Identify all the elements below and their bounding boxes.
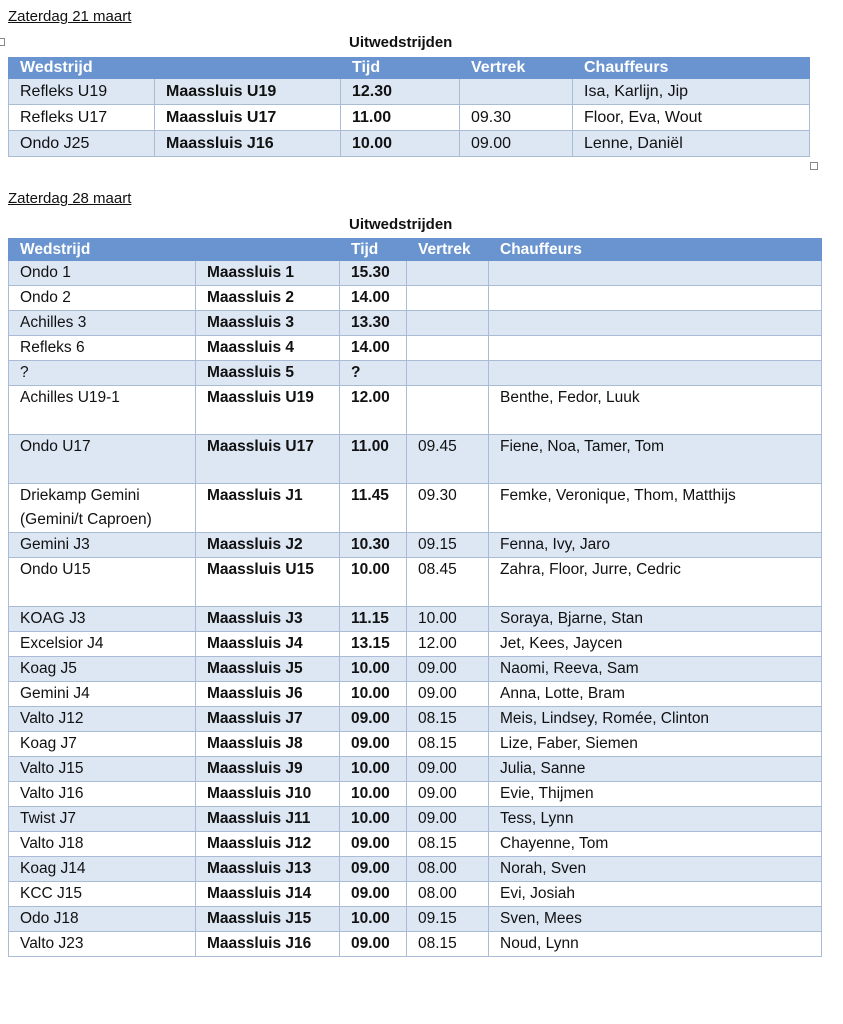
cell-drivers: Fenna, Ivy, Jaro [489, 533, 822, 558]
section2-title: Uitwedstrijden [349, 216, 453, 233]
cell-drivers [489, 336, 822, 361]
cell-drivers: Soraya, Bjarne, Stan [489, 607, 822, 632]
table-row [9, 657, 822, 682]
cell-time: ? [340, 361, 407, 386]
cell-departure: 09.00 [407, 682, 489, 707]
cell-team: Maassluis U15 [196, 558, 340, 607]
cell-drivers: Lenne, Daniël [573, 131, 810, 157]
cell-opponent: Ondo J25 [9, 131, 155, 157]
cell-departure [407, 261, 489, 286]
cell-time: 13.30 [340, 311, 407, 336]
cell-opponent: Ondo U15 [9, 558, 196, 607]
cell-departure: 10.00 [407, 607, 489, 632]
cell-time: 10.30 [340, 533, 407, 558]
table-row [9, 732, 822, 757]
cell-departure: 08.15 [407, 832, 489, 857]
cell-time: 11.00 [341, 105, 460, 131]
cell-drivers: Lize, Faber, Siemen [489, 732, 822, 757]
cell-departure [407, 336, 489, 361]
table-row [9, 361, 822, 386]
cell-time: 09.00 [340, 707, 407, 732]
cell-team: Maassluis J6 [196, 682, 340, 707]
cell-team: Maassluis J16 [155, 131, 341, 157]
cell-opponent: KOAG J3 [9, 607, 196, 632]
cell-time: 09.00 [340, 732, 407, 757]
cell-time: 09.00 [340, 932, 407, 957]
table-row [9, 932, 822, 957]
cell-departure: 08.00 [407, 857, 489, 882]
cell-team: Maassluis U19 [155, 79, 341, 105]
table-row [9, 632, 822, 657]
cell-time: 10.00 [340, 757, 407, 782]
cell-time: 09.00 [340, 857, 407, 882]
table-row [9, 682, 822, 707]
cell-drivers: Jet, Kees, Jaycen [489, 632, 822, 657]
cell-opponent: Koag J14 [9, 857, 196, 882]
cell-drivers: Anna, Lotte, Bram [489, 682, 822, 707]
cell-time: 09.00 [340, 832, 407, 857]
cell-drivers: Tess, Lynn [489, 807, 822, 832]
cell-team: Maassluis J1 [196, 484, 340, 533]
cell-drivers: Naomi, Reeva, Sam [489, 657, 822, 682]
cell-drivers [489, 361, 822, 386]
header-vertrek: Vertrek [407, 239, 489, 261]
table-row [9, 533, 822, 558]
cell-departure: 08.15 [407, 707, 489, 732]
table-row [9, 707, 822, 732]
cell-departure: 09.00 [460, 131, 573, 157]
cell-drivers: Floor, Eva, Wout [573, 105, 810, 131]
cell-opponent: Ondo U17 [9, 435, 196, 484]
table-row [9, 311, 822, 336]
cell-opponent: Achilles U19-1 [9, 386, 196, 435]
cell-team: Maassluis 3 [196, 311, 340, 336]
cell-time: 10.00 [340, 682, 407, 707]
table-row [9, 484, 822, 533]
table-row [9, 558, 822, 607]
cell-departure [460, 79, 573, 105]
table-header-row [9, 239, 822, 261]
cell-team: Maassluis J4 [196, 632, 340, 657]
table-row [9, 857, 822, 882]
cell-departure: 08.15 [407, 732, 489, 757]
table-row [9, 435, 822, 484]
table-row [9, 286, 822, 311]
cell-team: Maassluis 5 [196, 361, 340, 386]
cell-team: Maassluis J12 [196, 832, 340, 857]
cell-opponent: Valto J16 [9, 782, 196, 807]
cell-opponent: ? [9, 361, 196, 386]
cell-team: Maassluis J14 [196, 882, 340, 907]
cell-departure: 09.30 [460, 105, 573, 131]
cell-departure [407, 311, 489, 336]
cell-team: Maassluis J2 [196, 533, 340, 558]
header-chauffeurs: Chauffeurs [573, 58, 810, 79]
header-wedstrijd: Wedstrijd [9, 58, 155, 79]
cell-time: 10.00 [340, 807, 407, 832]
section1-table [8, 57, 810, 157]
cell-time: 12.30 [341, 79, 460, 105]
cell-departure: 08.45 [407, 558, 489, 607]
section1-date: Zaterdag 21 maart [8, 8, 132, 25]
cell-team: Maassluis J13 [196, 857, 340, 882]
cell-team: Maassluis J3 [196, 607, 340, 632]
cell-drivers: Sven, Mees [489, 907, 822, 932]
cell-drivers [489, 261, 822, 286]
cell-time: 11.00 [340, 435, 407, 484]
table-resize-handle[interactable] [810, 162, 818, 170]
cell-drivers: Zahra, Floor, Jurre, Cedric [489, 558, 822, 607]
cell-team: Maassluis J8 [196, 732, 340, 757]
cell-team: Maassluis 2 [196, 286, 340, 311]
cell-team: Maassluis J7 [196, 707, 340, 732]
cell-opponent: Gemini J3 [9, 533, 196, 558]
cell-departure: 09.00 [407, 807, 489, 832]
cell-team: Maassluis J11 [196, 807, 340, 832]
header-wedstrijd: Wedstrijd [9, 239, 196, 261]
cell-time: 10.00 [340, 782, 407, 807]
cell-drivers: Femke, Veronique, Thom, Matthijs [489, 484, 822, 533]
table-row [9, 336, 822, 361]
cell-departure [407, 286, 489, 311]
cell-opponent: Koag J7 [9, 732, 196, 757]
cell-departure: 09.15 [407, 533, 489, 558]
table-row [9, 105, 810, 131]
cell-time: 09.00 [340, 882, 407, 907]
cell-team: Maassluis U17 [196, 435, 340, 484]
header-team [196, 239, 340, 261]
cell-team: Maassluis U19 [196, 386, 340, 435]
cell-departure: 09.15 [407, 907, 489, 932]
section2-date: Zaterdag 28 maart [8, 190, 132, 207]
cell-departure [407, 386, 489, 435]
cell-team: Maassluis 4 [196, 336, 340, 361]
header-team [155, 58, 341, 79]
table-header-row [9, 58, 810, 79]
cell-opponent: Ondo 2 [9, 286, 196, 311]
cell-opponent: KCC J15 [9, 882, 196, 907]
table-row [9, 882, 822, 907]
table-row [9, 807, 822, 832]
cell-departure: 09.00 [407, 782, 489, 807]
cell-departure: 09.00 [407, 657, 489, 682]
cell-time: 10.00 [340, 558, 407, 607]
cell-team: Maassluis J5 [196, 657, 340, 682]
cell-time: 10.00 [341, 131, 460, 157]
cell-team: Maassluis J16 [196, 932, 340, 957]
cell-time: 11.15 [340, 607, 407, 632]
cell-drivers: Evie, Thijmen [489, 782, 822, 807]
table-row [9, 386, 822, 435]
cell-team: Maassluis J10 [196, 782, 340, 807]
table-row [9, 757, 822, 782]
cell-drivers: Julia, Sanne [489, 757, 822, 782]
cell-time: 13.15 [340, 632, 407, 657]
cell-opponent: Refleks 6 [9, 336, 196, 361]
table-move-handle[interactable] [0, 38, 5, 46]
cell-time: 10.00 [340, 657, 407, 682]
table-row [9, 261, 822, 286]
header-chauffeurs: Chauffeurs [489, 239, 822, 261]
cell-time: 10.00 [340, 907, 407, 932]
section2-table [8, 238, 822, 957]
cell-drivers: Chayenne, Tom [489, 832, 822, 857]
cell-departure: 12.00 [407, 632, 489, 657]
cell-team: Maassluis J15 [196, 907, 340, 932]
cell-time: 12.00 [340, 386, 407, 435]
cell-opponent: Valto J23 [9, 932, 196, 957]
cell-drivers: Evi, Josiah [489, 882, 822, 907]
cell-drivers: Fiene, Noa, Tamer, Tom [489, 435, 822, 484]
cell-opponent: Refleks U19 [9, 79, 155, 105]
table-row [9, 607, 822, 632]
cell-drivers: Noud, Lynn [489, 932, 822, 957]
cell-time: 15.30 [340, 261, 407, 286]
cell-drivers [489, 311, 822, 336]
table-row [9, 907, 822, 932]
cell-time: 14.00 [340, 286, 407, 311]
cell-opponent: Gemini J4 [9, 682, 196, 707]
cell-opponent: Excelsior J4 [9, 632, 196, 657]
table-row [9, 131, 810, 157]
cell-opponent: Ondo 1 [9, 261, 196, 286]
cell-team: Maassluis J9 [196, 757, 340, 782]
cell-opponent: Twist J7 [9, 807, 196, 832]
cell-opponent: Driekamp Gemini (Gemini/t Caproen) [9, 484, 196, 533]
cell-departure: 09.45 [407, 435, 489, 484]
header-tijd: Tijd [341, 58, 460, 79]
cell-team: Maassluis 1 [196, 261, 340, 286]
cell-drivers [489, 286, 822, 311]
cell-departure [407, 361, 489, 386]
cell-time: 14.00 [340, 336, 407, 361]
cell-opponent: Refleks U17 [9, 105, 155, 131]
cell-opponent: Odo J18 [9, 907, 196, 932]
header-tijd: Tijd [340, 239, 407, 261]
cell-opponent: Achilles 3 [9, 311, 196, 336]
cell-drivers: Benthe, Fedor, Luuk [489, 386, 822, 435]
cell-departure: 09.30 [407, 484, 489, 533]
table-row [9, 832, 822, 857]
cell-opponent: Valto J15 [9, 757, 196, 782]
cell-drivers: Isa, Karlijn, Jip [573, 79, 810, 105]
cell-drivers: Meis, Lindsey, Romée, Clinton [489, 707, 822, 732]
cell-opponent: Koag J5 [9, 657, 196, 682]
cell-team: Maassluis U17 [155, 105, 341, 131]
cell-departure: 08.15 [407, 932, 489, 957]
cell-departure: 09.00 [407, 757, 489, 782]
cell-drivers: Norah, Sven [489, 857, 822, 882]
cell-opponent: Valto J18 [9, 832, 196, 857]
table-row [9, 782, 822, 807]
header-vertrek: Vertrek [460, 58, 573, 79]
cell-time: 11.45 [340, 484, 407, 533]
table-row [9, 79, 810, 105]
section1-title: Uitwedstrijden [349, 34, 453, 51]
cell-departure: 08.00 [407, 882, 489, 907]
cell-opponent: Valto J12 [9, 707, 196, 732]
